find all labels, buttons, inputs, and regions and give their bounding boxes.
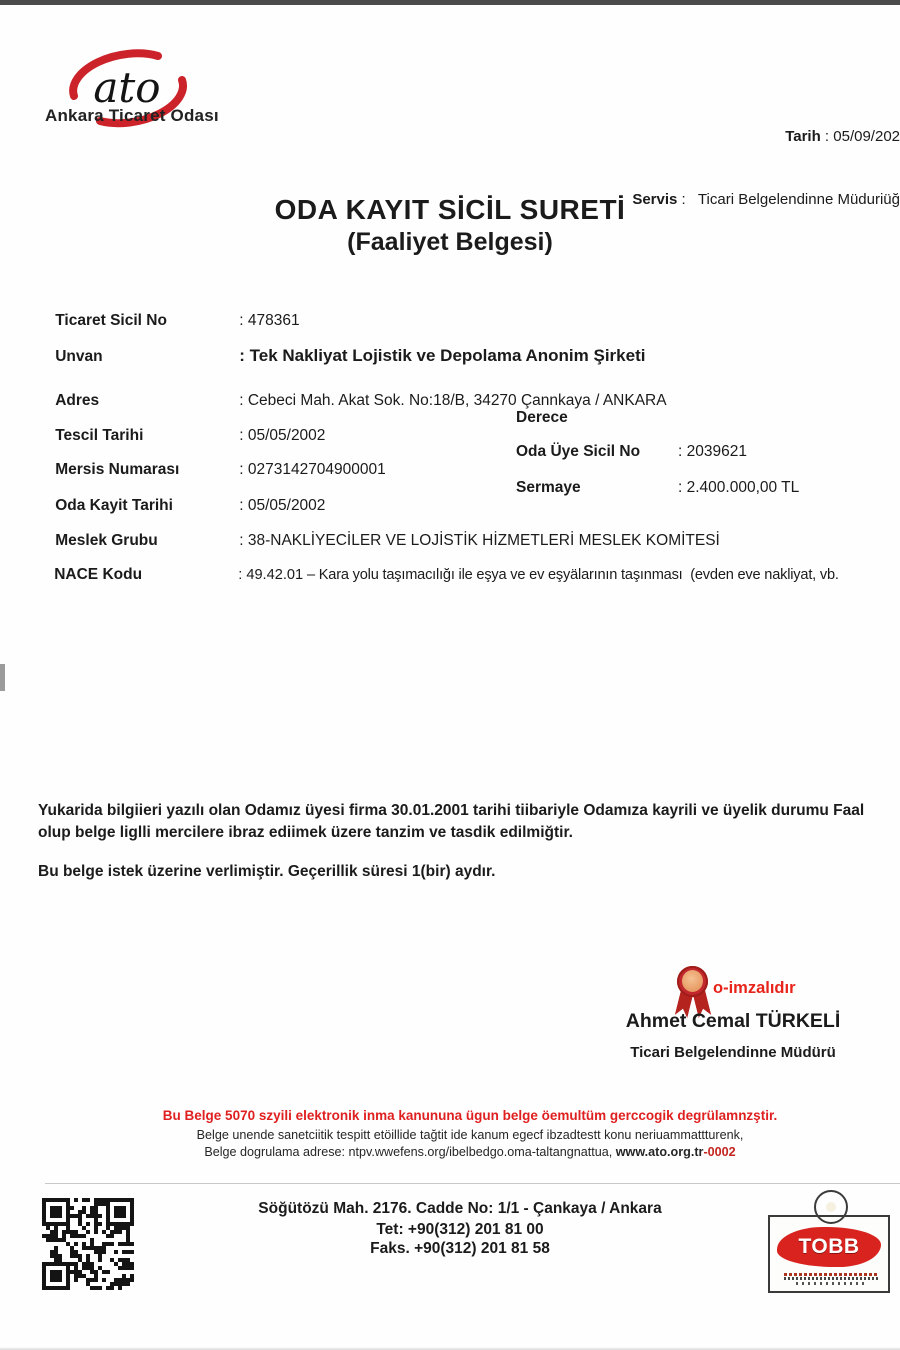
field-value: : 0273142704900001 bbox=[239, 461, 386, 478]
qr-finder-top-left bbox=[42, 1198, 70, 1226]
footer-divider bbox=[45, 1183, 900, 1184]
seal-disc bbox=[677, 966, 708, 997]
field-value: : 478361 bbox=[239, 312, 300, 329]
qr-code bbox=[42, 1198, 134, 1290]
date-label: Tarih bbox=[785, 128, 821, 145]
date-value: : 05/09/202 bbox=[820, 128, 900, 145]
footer-fax: Faks. +90(312) 201 81 58 bbox=[370, 1240, 550, 1257]
field-label: Sermaye bbox=[516, 479, 581, 496]
field-label: Oda Üye Sicil No bbox=[516, 443, 641, 460]
field-label: Oda Kayit Tarihi bbox=[55, 497, 173, 514]
field-label: Derece bbox=[516, 409, 568, 426]
tobb-fine-print bbox=[784, 1271, 878, 1286]
e-signature-stamp-text: o-imzalıdır bbox=[713, 979, 796, 997]
validity-paragraph: Bu belge istek üzerine verlimiştir. Geçerillik süresi 1(bir) aydır. bbox=[38, 863, 496, 880]
field-row-nace-kodu bbox=[38, 550, 839, 600]
tobb-emblem-icon bbox=[814, 1190, 848, 1224]
ato-website: www.ato.org.tr bbox=[615, 1145, 704, 1159]
footer-address: Söğütözü Mah. 2176. Cadde No: 1/1 - Çankaya / Ankara bbox=[258, 1200, 662, 1217]
verification-text: Belge dogrulama adrese: ntpv.wwefens.org/ibelbedgo.oma-taltangnattua, bbox=[204, 1145, 616, 1159]
document-title: ODA KAYIT SİCİL SURETİ bbox=[274, 194, 626, 225]
service-value: : Ticari Belgelendinne Müduriüğ bbox=[677, 191, 900, 208]
nace-code: : 49.42.01 bbox=[238, 567, 304, 583]
field-row-oda-uye-sicil-no bbox=[516, 443, 747, 461]
legal-line-3-suffix: -0002 bbox=[703, 1145, 736, 1159]
tobb-logo-box bbox=[768, 1215, 890, 1293]
legal-line-3 bbox=[30, 1145, 900, 1159]
field-value: : 2039621 bbox=[678, 443, 747, 460]
document-meta bbox=[632, 84, 900, 252]
field-label: Unvan bbox=[55, 348, 103, 365]
field-label: Mersis Numarası bbox=[55, 461, 180, 478]
service-label: Servis bbox=[632, 191, 678, 208]
nace-description: – Kara yolu taşımacılığı ile eşya ve ev eşyälarının taşınması (evden eve nakliyat, vb. bbox=[303, 567, 839, 583]
field-label: Tescil Tarihi bbox=[55, 427, 144, 444]
field-label: Adres bbox=[55, 392, 100, 409]
field-value: : 05/05/2002 bbox=[239, 497, 326, 514]
field-value: : Tek Nakliyat Lojistik ve Depolama Anonim Şirketi bbox=[239, 346, 646, 365]
legal-line-1: Bu Belge 5070 szyili elektronik inma kanununa ügun belge öemultüm gerccogik degrülamnzştir. bbox=[162, 1108, 778, 1123]
qr-finder-top-right bbox=[106, 1198, 134, 1226]
scan-edge-top bbox=[0, 0, 900, 5]
legal-line-2: Belge unende sanetciitik tespitt etöillide tağtit ide kanum egecf ibzadtestt konu neriuammattturenk, bbox=[196, 1128, 744, 1142]
field-value: : 2.400.000,00 TL bbox=[678, 479, 800, 496]
ato-logo-text: ato bbox=[93, 63, 161, 112]
field-value: : Cebeci Mah. Akat Sok. No:18/B, 34270 Çannkaya / ANKARA bbox=[239, 392, 667, 409]
tobb-logo bbox=[768, 1190, 894, 1296]
tobb-label: TOBB bbox=[798, 1235, 860, 1258]
field-label: NACE Kodu bbox=[54, 566, 143, 583]
footer-phone: Tet: +90(312) 201 81 00 bbox=[376, 1221, 544, 1238]
statement-paragraph: Yukarida bilgiieri yazılı olan Odamız üyesi firma 30.01.2001 tarihi tiibariyle Odamıza kayrili ve üyelik durumu Faal olup belge liglli mercilere ibraz ediimek üzere tanzim ve tasdik edilmiğtir. bbox=[38, 802, 865, 841]
field-row-derece bbox=[516, 409, 678, 427]
field-label: Ticaret Sicil No bbox=[55, 312, 167, 329]
org-name: Ankara Ticaret Odası bbox=[45, 106, 219, 125]
field-row-sermaye bbox=[516, 479, 799, 497]
document-subtitle: (Faaliyet Belgesi) bbox=[347, 228, 553, 256]
meta-date-row bbox=[632, 126, 900, 147]
qr-finder-bottom-left bbox=[42, 1262, 70, 1290]
field-label: Meslek Grubu bbox=[55, 532, 158, 549]
scan-artifact bbox=[0, 664, 5, 691]
turkey-map-shape bbox=[777, 1227, 881, 1267]
signer-title: Ticari Belgelendinne Müdürü bbox=[630, 1044, 836, 1061]
field-value: : 38-NAKLİYECİLER VE LOJİSTİK HİZMETLERİ MESLEK KOMİTESİ bbox=[239, 532, 720, 549]
signer-name: Ahmet Cemal TÜRKELİ bbox=[625, 1010, 841, 1032]
field-value: : 05/05/2002 bbox=[239, 427, 326, 444]
